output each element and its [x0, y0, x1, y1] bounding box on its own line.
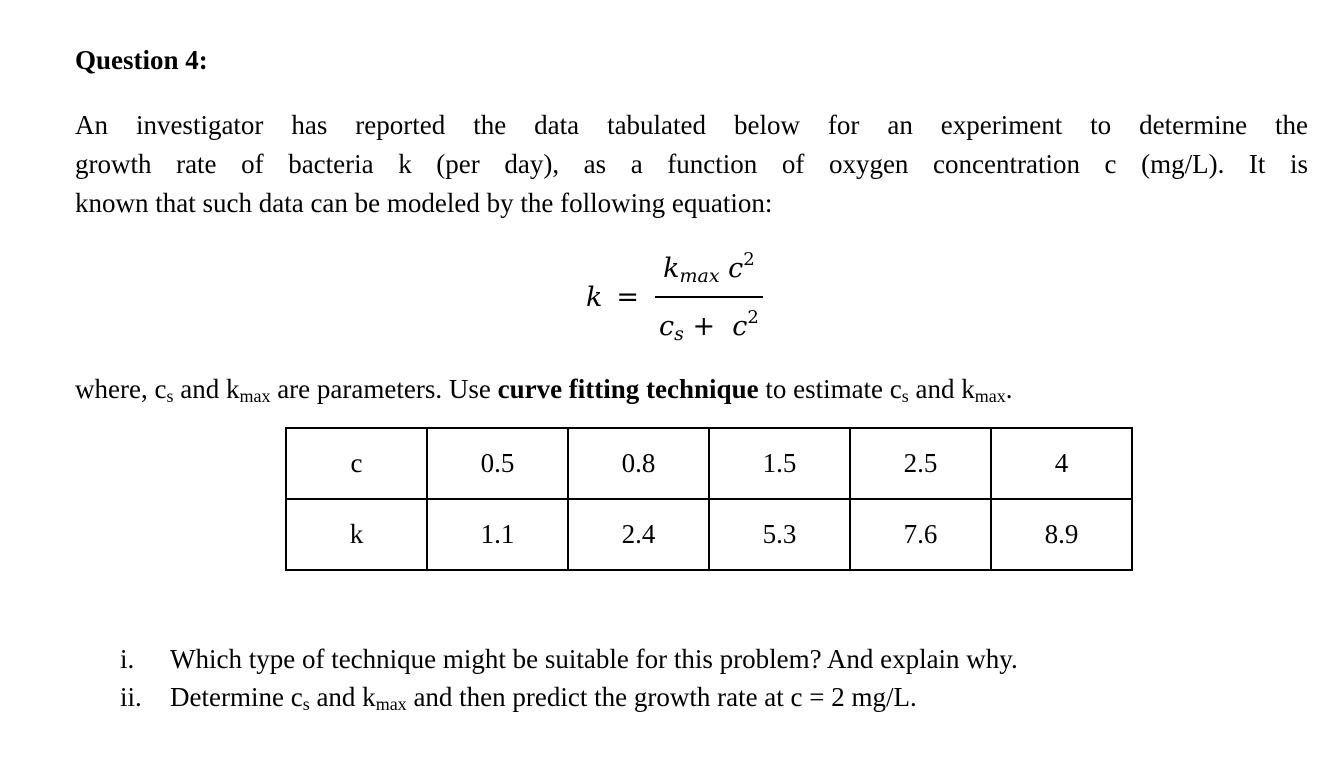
list-item	[75, 678, 1018, 723]
denominator-c: c	[659, 311, 675, 342]
params-text-6: .	[1005, 374, 1013, 404]
question-list	[75, 640, 1018, 723]
table-row	[286, 499, 1132, 570]
params-sub-1: s	[166, 386, 174, 406]
equation-denominator	[655, 300, 763, 352]
table-cell: c	[286, 428, 427, 499]
params-sub-5: max	[974, 386, 1006, 406]
list-item-text	[170, 678, 917, 723]
intro-paragraph	[75, 106, 1315, 223]
params-text-3: are parameters. Use	[270, 374, 498, 404]
list-item-numeral: i.	[120, 644, 135, 674]
intro-line-1: An investigator has reported the data tabulated below for an experiment to determine the	[75, 110, 1308, 140]
table-cell: 7.6	[850, 499, 991, 570]
equation-fraction	[655, 242, 763, 352]
list-item-numeral: ii.	[120, 682, 142, 712]
equation-numerator	[659, 242, 759, 294]
list-item-number	[75, 640, 170, 678]
intro-line-3: known that such data can be modeled by the following equation:	[75, 188, 773, 218]
numerator-c: c	[728, 253, 744, 284]
q2-sub-a: s	[302, 694, 310, 714]
denominator-c2: c	[732, 311, 748, 342]
numerator-c-superscript: 2	[743, 249, 755, 270]
table-cell: 5.3	[709, 499, 850, 570]
equation-lhs: k	[586, 281, 603, 313]
table-cell: 8.9	[991, 499, 1132, 570]
q2-text-b: and k	[309, 682, 376, 712]
fraction-bar	[655, 296, 763, 298]
table-cell: 0.5	[427, 428, 568, 499]
numerator-k: k	[663, 253, 680, 284]
denominator-c2-superscript: 2	[747, 307, 759, 328]
params-sub-2: max	[239, 386, 271, 406]
params-bold-technique: curve fitting technique	[497, 374, 759, 404]
list-item-text: Which type of technique might be suitable for this problem? And explain why.	[170, 644, 1018, 674]
params-text-1: where, c	[75, 374, 167, 404]
list-item-number	[75, 678, 170, 723]
numerator-k-subscript: max	[679, 265, 720, 287]
q2-sub-b: max	[375, 694, 407, 714]
table-row	[286, 428, 1132, 499]
table-cell: 0.8	[568, 428, 709, 499]
table-cell: 2.4	[568, 499, 709, 570]
q2-text-a: Determine c	[170, 682, 303, 712]
params-sub-4: s	[901, 386, 909, 406]
intro-line-2: growth rate of bacteria k (per day), as a function of oxygen concentration c (mg/L). It is	[75, 149, 1308, 179]
model-equation	[586, 249, 763, 345]
data-table	[285, 427, 1133, 571]
params-text-2: and k	[173, 374, 240, 404]
table-cell: 1.5	[709, 428, 850, 499]
denominator-c-subscript: s	[674, 323, 684, 345]
table-cell: k	[286, 499, 427, 570]
denominator-plus: +	[692, 311, 716, 342]
question-heading: Question 4:	[75, 45, 208, 75]
q2-text-c: and then predict the growth rate at c = 2 mg/L.	[406, 682, 917, 712]
table-cell: 2.5	[850, 428, 991, 499]
list-item	[75, 640, 1018, 678]
params-text-4: to estimate c	[758, 374, 902, 404]
table-cell: 4	[991, 428, 1132, 499]
table-cell: 1.1	[427, 499, 568, 570]
params-text-5: and k	[908, 374, 975, 404]
parameters-sentence	[75, 371, 1013, 414]
equation-equals: =	[616, 281, 639, 313]
